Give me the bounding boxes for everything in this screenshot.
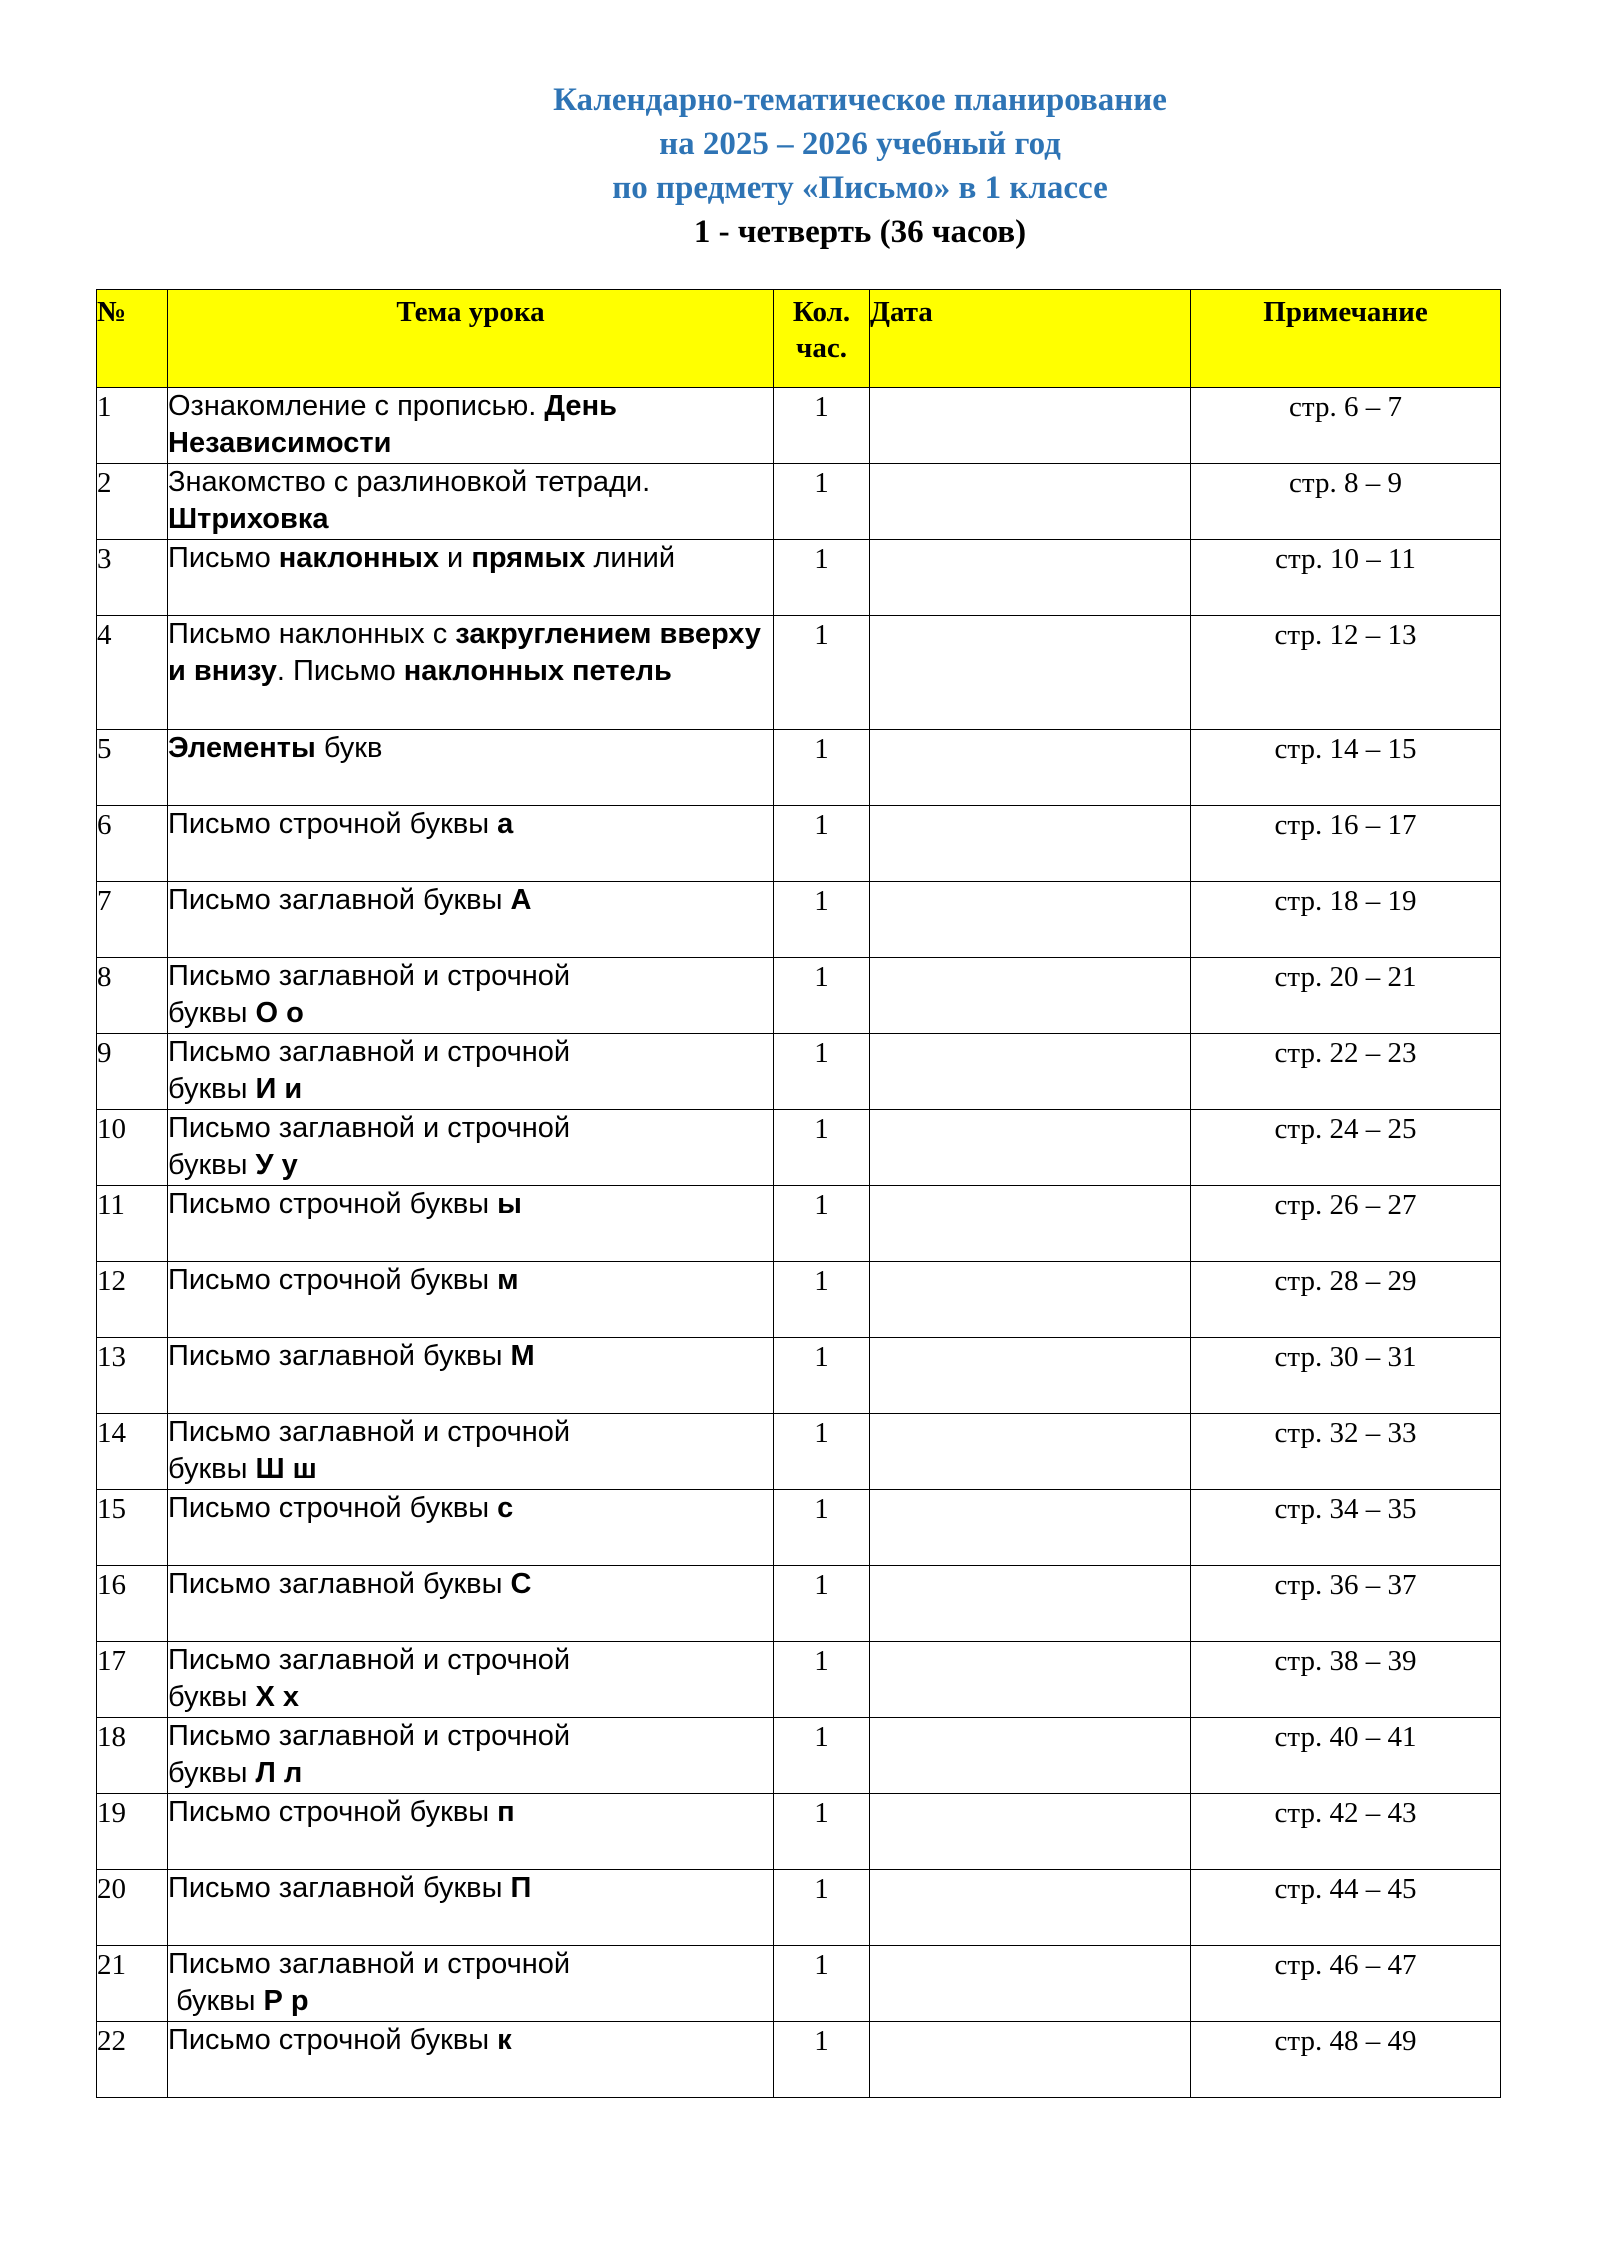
- table-row: [97, 540, 1501, 616]
- topic-text-bold: М: [510, 1340, 535, 1372]
- lesson-date: [870, 1414, 1191, 1490]
- lesson-number: 5: [97, 730, 168, 806]
- lesson-note: стр. 40 – 41: [1191, 1718, 1501, 1794]
- topic-text: Письмо заглавной буквы: [168, 1340, 511, 1372]
- table-row: [97, 1186, 1501, 1262]
- topic-text: Письмо заглавной и строчной буквы: [168, 1948, 571, 2017]
- lesson-date: [870, 2022, 1191, 2098]
- document-title: [0, 78, 1600, 254]
- topic-text: Письмо строчной буквы: [168, 808, 498, 840]
- lesson-date: [870, 1110, 1191, 1186]
- lesson-note: стр. 18 – 19: [1191, 882, 1501, 958]
- table-row: [97, 882, 1501, 958]
- lesson-date: [870, 1870, 1191, 1946]
- topic-text-bold: наклонных: [278, 542, 439, 574]
- lesson-topic: [168, 1034, 774, 1110]
- lesson-topic: [168, 1110, 774, 1186]
- topic-text-bold: с: [497, 1492, 514, 1524]
- table-row: [97, 388, 1501, 464]
- lesson-date: [870, 1566, 1191, 1642]
- topic-text: Знакомство с разлиновкой тетради.: [168, 466, 651, 498]
- lesson-topic: [168, 1642, 774, 1718]
- lesson-date: [870, 1794, 1191, 1870]
- lesson-date: [870, 1718, 1191, 1794]
- lesson-number: 13: [97, 1338, 168, 1414]
- lesson-hours: 1: [774, 958, 870, 1034]
- lesson-topic: [168, 1262, 774, 1338]
- topic-text-bold: а: [497, 808, 514, 840]
- lesson-topic: [168, 730, 774, 806]
- lesson-hours: 1: [774, 464, 870, 540]
- lesson-note: стр. 34 – 35: [1191, 1490, 1501, 1566]
- topic-text-bold: закруглением вверху и внизу: [168, 618, 761, 687]
- lesson-number: 19: [97, 1794, 168, 1870]
- lesson-hours: 1: [774, 882, 870, 958]
- topic-text-bold: Ш ш: [255, 1453, 317, 1485]
- lesson-date: [870, 616, 1191, 730]
- lesson-hours: 1: [774, 806, 870, 882]
- lesson-hours: 1: [774, 2022, 870, 2098]
- topic-text: Письмо строчной буквы: [168, 1188, 498, 1220]
- lesson-topic: [168, 540, 774, 616]
- topic-text-bold: Х х: [255, 1681, 299, 1713]
- lesson-hours: 1: [774, 388, 870, 464]
- table-row: [97, 1338, 1501, 1414]
- topic-text: Письмо строчной буквы: [168, 1264, 498, 1296]
- lesson-date: [870, 464, 1191, 540]
- lesson-hours: 1: [774, 540, 870, 616]
- lesson-note: стр. 24 – 25: [1191, 1110, 1501, 1186]
- topic-text: Письмо строчной буквы: [168, 1492, 498, 1524]
- table-row: [97, 1034, 1501, 1110]
- title-line-subject: по предмету «Письмо» в 1 классе: [612, 170, 1108, 206]
- topic-text-bold: День Независимости: [168, 390, 617, 459]
- topic-text: Письмо заглавной и строчной буквы: [168, 1036, 571, 1105]
- column-header-date: Дата: [870, 290, 1191, 388]
- lesson-date: [870, 882, 1191, 958]
- table-row: [97, 1110, 1501, 1186]
- lesson-hours: 1: [774, 1718, 870, 1794]
- column-header-hours-line1: Кол.: [792, 296, 851, 328]
- table-row: [97, 1262, 1501, 1338]
- table-row: [97, 1946, 1501, 2022]
- lesson-topic: [168, 1870, 774, 1946]
- lesson-topic: [168, 1946, 774, 2022]
- lesson-date: [870, 1186, 1191, 1262]
- title-line-year: на 2025 – 2026 учебный год: [659, 126, 1061, 162]
- topic-text: Письмо заглавной и строчной буквы: [168, 1720, 571, 1789]
- lesson-number: 7: [97, 882, 168, 958]
- table-body: [97, 388, 1501, 2098]
- lesson-note: стр. 22 – 23: [1191, 1034, 1501, 1110]
- lesson-number: 9: [97, 1034, 168, 1110]
- lesson-topic: [168, 1414, 774, 1490]
- lesson-topic: [168, 806, 774, 882]
- topic-text: линий: [585, 542, 676, 574]
- topic-text-bold: м: [497, 1264, 519, 1296]
- lesson-topic: [168, 2022, 774, 2098]
- column-header-number: №: [97, 290, 168, 388]
- table-row: [97, 958, 1501, 1034]
- lesson-number: 8: [97, 958, 168, 1034]
- lesson-number: 6: [97, 806, 168, 882]
- topic-text: . Письмо: [276, 655, 404, 687]
- title-line-plan: Календарно-тематическое планирование: [553, 82, 1167, 118]
- lesson-number: 18: [97, 1718, 168, 1794]
- lesson-plan-table: [96, 289, 1501, 2098]
- topic-text: Ознакомление с прописью.: [168, 390, 545, 422]
- lesson-number: 15: [97, 1490, 168, 1566]
- topic-text: Письмо заглавной и строчной буквы: [168, 1644, 571, 1713]
- table-row: [97, 1718, 1501, 1794]
- table-row: [97, 806, 1501, 882]
- lesson-hours: 1: [774, 1262, 870, 1338]
- lesson-hours: 1: [774, 1414, 870, 1490]
- table-row: [97, 464, 1501, 540]
- lesson-hours: 1: [774, 616, 870, 730]
- lesson-hours: 1: [774, 1034, 870, 1110]
- table-header-row: [97, 290, 1501, 388]
- lesson-note: стр. 48 – 49: [1191, 2022, 1501, 2098]
- lesson-topic: [168, 1566, 774, 1642]
- column-header-hours: [774, 290, 870, 388]
- lesson-date: [870, 730, 1191, 806]
- topic-text: Письмо строчной буквы: [168, 1796, 498, 1828]
- lesson-note: стр. 20 – 21: [1191, 958, 1501, 1034]
- table-row: [97, 1870, 1501, 1946]
- table-row: [97, 1794, 1501, 1870]
- lesson-number: 1: [97, 388, 168, 464]
- lesson-note: стр. 12 – 13: [1191, 616, 1501, 730]
- topic-text-bold: Элементы: [168, 732, 316, 764]
- lesson-note: стр. 6 – 7: [1191, 388, 1501, 464]
- lesson-note: стр. 36 – 37: [1191, 1566, 1501, 1642]
- table-row: [97, 1566, 1501, 1642]
- topic-text: и: [438, 542, 472, 574]
- topic-text-bold: С: [510, 1568, 532, 1600]
- lesson-number: 21: [97, 1946, 168, 2022]
- topic-text: Письмо заглавной буквы: [168, 884, 511, 916]
- lesson-date: [870, 540, 1191, 616]
- lesson-hours: 1: [774, 1946, 870, 2022]
- topic-text-bold: Р р: [263, 1985, 309, 2017]
- lesson-date: [870, 806, 1191, 882]
- lesson-topic: [168, 616, 774, 730]
- column-header-hours-line2: час.: [796, 332, 847, 364]
- topic-text: Письмо заглавной и строчной буквы: [168, 1416, 571, 1485]
- topic-text: Письмо заглавной буквы: [168, 1872, 511, 1904]
- lesson-topic: [168, 1718, 774, 1794]
- lesson-topic: [168, 464, 774, 540]
- topic-text: Письмо наклонных с: [168, 618, 456, 650]
- lesson-topic: [168, 388, 774, 464]
- topic-text-bold: Л л: [255, 1757, 303, 1789]
- lesson-topic: [168, 1186, 774, 1262]
- topic-text: Письмо строчной буквы: [168, 2024, 498, 2056]
- topic-text-bold: п: [497, 1796, 515, 1828]
- lesson-date: [870, 1642, 1191, 1718]
- lesson-topic: [168, 1794, 774, 1870]
- lesson-note: стр. 38 – 39: [1191, 1642, 1501, 1718]
- topic-text-bold: П: [510, 1872, 532, 1904]
- topic-text-bold: Штриховка: [168, 503, 329, 535]
- lesson-number: 11: [97, 1186, 168, 1262]
- lesson-topic: [168, 882, 774, 958]
- lesson-hours: 1: [774, 1870, 870, 1946]
- lesson-number: 16: [97, 1566, 168, 1642]
- topic-text: Письмо: [168, 542, 279, 574]
- lesson-note: стр. 32 – 33: [1191, 1414, 1501, 1490]
- lesson-number: 3: [97, 540, 168, 616]
- lesson-hours: 1: [774, 730, 870, 806]
- lesson-hours: 1: [774, 1490, 870, 1566]
- lesson-note: стр. 42 – 43: [1191, 1794, 1501, 1870]
- lesson-date: [870, 1338, 1191, 1414]
- lesson-topic: [168, 1338, 774, 1414]
- lesson-number: 12: [97, 1262, 168, 1338]
- lesson-hours: 1: [774, 1642, 870, 1718]
- lesson-number: 14: [97, 1414, 168, 1490]
- table-row: [97, 1490, 1501, 1566]
- table-row: [97, 1414, 1501, 1490]
- lesson-note: стр. 30 – 31: [1191, 1338, 1501, 1414]
- lesson-note: стр. 16 – 17: [1191, 806, 1501, 882]
- lesson-note: стр. 26 – 27: [1191, 1186, 1501, 1262]
- lesson-hours: 1: [774, 1110, 870, 1186]
- lesson-note: стр. 44 – 45: [1191, 1870, 1501, 1946]
- lesson-hours: 1: [774, 1566, 870, 1642]
- topic-text-bold: прямых: [471, 542, 586, 574]
- lesson-number: 17: [97, 1642, 168, 1718]
- topic-text-bold: наклонных петель: [403, 655, 672, 687]
- table-row: [97, 1642, 1501, 1718]
- lesson-date: [870, 1490, 1191, 1566]
- topic-text-bold: О о: [255, 997, 304, 1029]
- lesson-note: стр. 46 – 47: [1191, 1946, 1501, 2022]
- title-line-quarter: 1 - четверть (36 часов): [693, 214, 1027, 250]
- lesson-topic: [168, 958, 774, 1034]
- lesson-note: стр. 14 – 15: [1191, 730, 1501, 806]
- lesson-note: стр. 28 – 29: [1191, 1262, 1501, 1338]
- lesson-date: [870, 958, 1191, 1034]
- lesson-number: 20: [97, 1870, 168, 1946]
- lesson-hours: 1: [774, 1186, 870, 1262]
- lesson-number: 10: [97, 1110, 168, 1186]
- topic-text-bold: У у: [255, 1149, 298, 1181]
- lesson-number: 22: [97, 2022, 168, 2098]
- topic-text-bold: ы: [497, 1188, 522, 1220]
- lesson-date: [870, 1034, 1191, 1110]
- lesson-hours: 1: [774, 1338, 870, 1414]
- topic-text: букв: [315, 732, 383, 764]
- table-row: [97, 616, 1501, 730]
- lesson-date: [870, 1262, 1191, 1338]
- topic-text: Письмо заглавной и строчной буквы: [168, 1112, 571, 1181]
- lesson-date: [870, 388, 1191, 464]
- lesson-note: стр. 10 – 11: [1191, 540, 1501, 616]
- table-row: [97, 730, 1501, 806]
- table-row: [97, 2022, 1501, 2098]
- topic-text-bold: к: [497, 2024, 512, 2056]
- topic-text: Письмо заглавной и строчной буквы: [168, 960, 571, 1029]
- lesson-number: 2: [97, 464, 168, 540]
- column-header-topic: Тема урока: [168, 290, 774, 388]
- lesson-topic: [168, 1490, 774, 1566]
- lesson-hours: 1: [774, 1794, 870, 1870]
- lesson-date: [870, 1946, 1191, 2022]
- topic-text: Письмо заглавной буквы: [168, 1568, 511, 1600]
- lesson-note: стр. 8 – 9: [1191, 464, 1501, 540]
- topic-text-bold: А: [510, 884, 532, 916]
- column-header-note: Примечание: [1191, 290, 1501, 388]
- lesson-number: 4: [97, 616, 168, 730]
- topic-text-bold: И и: [255, 1073, 303, 1105]
